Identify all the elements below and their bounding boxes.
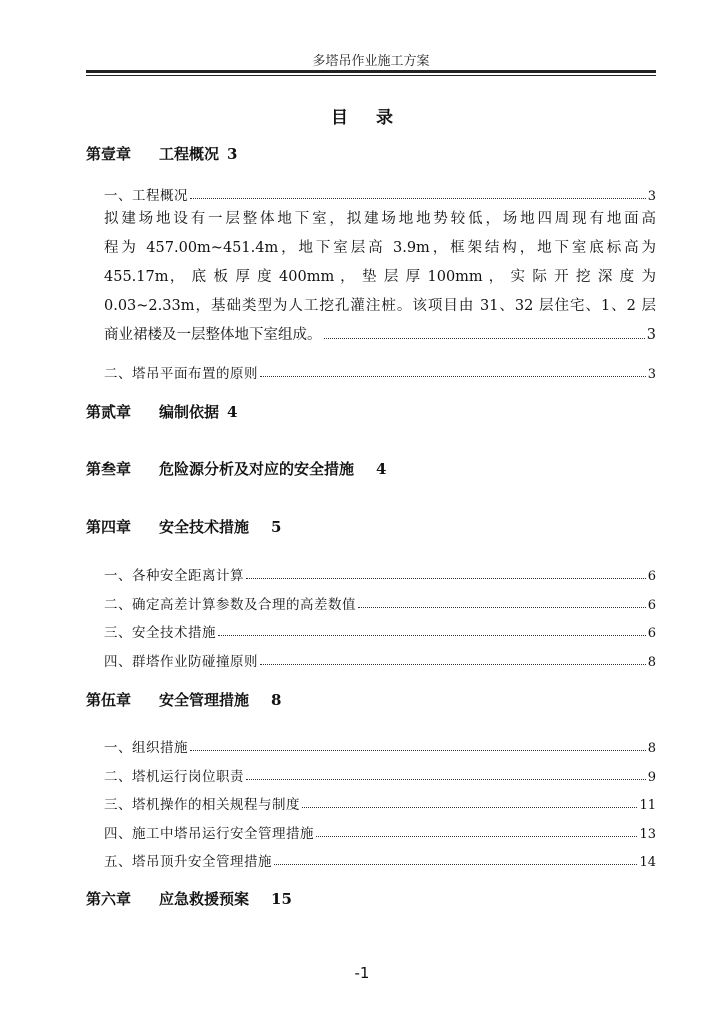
toc-chapter-5[interactable] bbox=[86, 689, 281, 710]
entry-text: 五、塔吊顶升安全管理措施 bbox=[104, 854, 272, 870]
entry-text: 二、塔机运行岗位职责 bbox=[104, 769, 244, 785]
chapter-title: 编制依据 bbox=[159, 403, 220, 421]
dot-leader bbox=[190, 750, 646, 751]
toc-chapter-4[interactable] bbox=[86, 516, 281, 537]
dot-leader bbox=[324, 338, 645, 339]
chapter-title: 工程概况 bbox=[159, 145, 220, 163]
chapter-number: 第叁章 bbox=[86, 460, 132, 478]
running-header: 多塔吊作业施工方案 bbox=[312, 54, 430, 69]
toc-entry[interactable] bbox=[104, 820, 656, 842]
entry-page: 3 bbox=[647, 367, 656, 382]
entry-page: 8 bbox=[647, 741, 656, 756]
entry-text: 一、各种安全距离计算 bbox=[104, 568, 244, 584]
toc-title: 目录 bbox=[331, 108, 421, 128]
entry-text: 四、群塔作业防碰撞原则 bbox=[104, 654, 258, 670]
header-rule-thin bbox=[86, 75, 656, 76]
chapter-page: 15 bbox=[271, 890, 292, 908]
dot-leader bbox=[246, 578, 646, 579]
toc-entry[interactable] bbox=[104, 791, 656, 813]
entry-text: 一、组织措施 bbox=[104, 740, 188, 756]
dot-leader bbox=[218, 635, 646, 636]
paragraph-line: 商业裙楼及一层整体地下室组成。 bbox=[104, 327, 322, 343]
toc-entry[interactable] bbox=[104, 360, 656, 382]
toc-entry[interactable] bbox=[104, 848, 656, 870]
toc-entry[interactable] bbox=[104, 763, 656, 785]
entry-text: 四、施工中塔吊运行安全管理措施 bbox=[104, 826, 314, 842]
paragraph-line: 程为 457.00m~451.4m，地下室层高 3.9m，框架结构，地下室底标高为 bbox=[104, 240, 656, 256]
header-rule-thick bbox=[86, 70, 656, 73]
entry-page: 14 bbox=[639, 855, 656, 870]
toc-chapter-2[interactable] bbox=[86, 401, 237, 422]
toc-chapter-1[interactable] bbox=[86, 143, 237, 164]
chapter-page: 8 bbox=[271, 691, 282, 709]
toc-entry[interactable] bbox=[104, 648, 656, 670]
chapter-title: 安全管理措施 bbox=[159, 691, 250, 709]
chapter-page: 3 bbox=[227, 145, 238, 163]
toc-entry-paragraph[interactable] bbox=[104, 205, 656, 350]
entry-text: 三、安全技术措施 bbox=[104, 625, 216, 641]
chapter-number: 第伍章 bbox=[86, 691, 132, 709]
entry-page: 8 bbox=[647, 655, 656, 670]
toc-chapter-6[interactable] bbox=[86, 888, 292, 909]
dot-leader bbox=[260, 664, 646, 665]
chapter-number: 第四章 bbox=[86, 518, 132, 536]
entry-page: 13 bbox=[639, 827, 656, 842]
entry-page: 3 bbox=[647, 189, 656, 204]
entry-text: 三、塔机操作的相关规程与制度 bbox=[104, 797, 300, 813]
entry-page: 11 bbox=[639, 798, 656, 813]
toc-entry[interactable] bbox=[104, 591, 656, 613]
entry-text: 二、确定高差计算参数及合理的高差数值 bbox=[104, 597, 356, 613]
entry-page: 6 bbox=[647, 569, 656, 584]
chapter-page: 4 bbox=[227, 403, 238, 421]
paragraph-line: 455.17m， 底 板 厚 度 400mm ， 垫 层 厚 100mm ， 实 际 开 挖 深 度 为 bbox=[104, 269, 656, 285]
entry-page: 6 bbox=[647, 626, 656, 641]
page-number: -1 bbox=[354, 964, 370, 982]
chapter-title: 应急救援预案 bbox=[159, 890, 250, 908]
entry-page: 6 bbox=[647, 598, 656, 613]
chapter-title: 安全技术措施 bbox=[159, 518, 250, 536]
entry-page: 9 bbox=[647, 770, 656, 785]
chapter-title: 危险源分析及对应的安全措施 bbox=[159, 460, 355, 478]
paragraph-line: 拟建场地设有一层整体地下室，拟建场地地势较低，场地四周现有地面高 bbox=[104, 211, 656, 227]
dot-leader bbox=[358, 607, 646, 608]
paragraph-last-line bbox=[104, 321, 656, 350]
entry-page: 3 bbox=[646, 327, 656, 343]
dot-leader bbox=[260, 376, 646, 377]
entry-text: 一、工程概况 bbox=[104, 188, 188, 204]
toc-entry[interactable] bbox=[104, 182, 656, 204]
chapter-number: 第壹章 bbox=[86, 145, 132, 163]
paragraph-line: 0.03~2.33m，基础类型为人工挖孔灌注桩。该项目由 31、32 层住宅、1、2 层 bbox=[104, 298, 656, 314]
chapter-page: 4 bbox=[376, 460, 387, 478]
chapter-page: 5 bbox=[271, 518, 282, 536]
chapter-number: 第六章 bbox=[86, 890, 132, 908]
dot-leader bbox=[246, 779, 646, 780]
chapter-number: 第贰章 bbox=[86, 403, 132, 421]
toc-entry[interactable] bbox=[104, 619, 656, 641]
toc-chapter-3[interactable] bbox=[86, 458, 386, 479]
entry-text: 二、塔吊平面布置的原则 bbox=[104, 366, 258, 382]
toc-entry[interactable] bbox=[104, 562, 656, 584]
dot-leader bbox=[274, 864, 637, 865]
dot-leader bbox=[316, 836, 637, 837]
toc-entry[interactable] bbox=[104, 734, 656, 756]
dot-leader bbox=[190, 198, 646, 199]
dot-leader bbox=[302, 807, 637, 808]
